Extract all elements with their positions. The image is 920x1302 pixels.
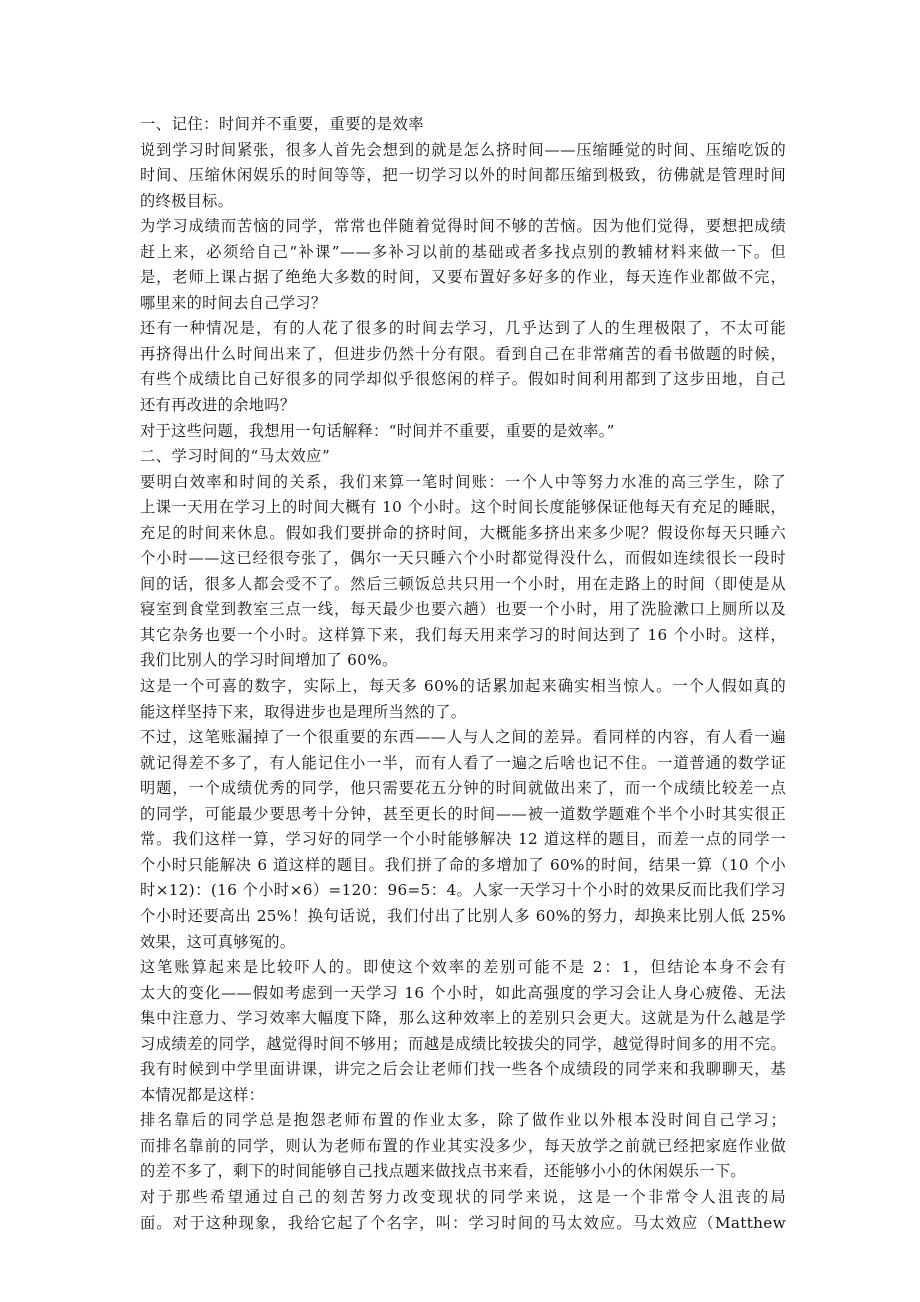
text-line: 充足的时间来休息。假如我们要拼命的挤时间，大概能多挤出来多少呢？假设你每天只睡六: [140, 523, 786, 542]
text-line: 时×12)：(16 个小时×6）=120：96=5：4。人家一天学习十个小时的效果反而比我们学习: [140, 881, 786, 900]
text-line: 排名靠后的同学总是抱怨老师布置的作业太多，除了做作业以外根本没时间自己学习；: [140, 1111, 786, 1130]
text-line: 要明白效率和时间的关系，我们来算一笔时间账：一个人中等努力水准的高三学生，除了: [140, 472, 786, 491]
text-line: 哪里来的时间去自己学习？: [140, 293, 327, 312]
text-line: 是，老师上课占据了绝绝大多数的时间，又要布置好多好多的作业，每天连作业都做不完，: [140, 268, 786, 287]
text-line: 个小时还要高出 25%！换句话说，我们付出了比别人多 60%的努力，却换来比别人低 25%: [140, 906, 786, 925]
text-line: 效果，这可真够冤的。: [140, 932, 296, 951]
text-line: 对于那些希望通过自己的刻苦努力改变现状的同学来说，这是一个非常令人沮丧的局: [140, 1187, 786, 1206]
text-line: 我们比别人的学习时间增加了 60%。: [140, 651, 398, 670]
text-line: 还有一种情况是，有的人花了很多的时间去学习，几乎达到了人的生理极限了，不太可能: [140, 319, 786, 338]
text-line: 说到学习时间紧张，很多人首先会想到的就是怎么挤时间——压缩睡觉的时间、压缩吃饭的: [140, 140, 786, 159]
text-line: 还有再改进的余地吗？: [140, 396, 296, 415]
text-line: 习成绩差的同学，越觉得时间不够用；而越是成绩比较拔尖的同学，越觉得时间多的用不完。: [140, 1034, 786, 1053]
text-line: 我有时候到中学里面讲课，讲完之后会让老师们找一些各个成绩段的同学来和我聊聊天，基: [140, 1060, 786, 1079]
text-line: 上课一天用在学习上的时间大概有 10 个小时。这个时间长度能够保证他每天有充足的睡眠，: [140, 498, 786, 517]
text-line: 赶上来，必须给自己“补课”——多补习以前的基础或者多找点别的教辅材料来做一下。但: [140, 242, 786, 261]
text-line: 的终极目标。: [140, 191, 234, 210]
text-line: 常。我们这样一算，学习好的同学一个小时能够解决 12 道这样的题目，而差一点的同学一: [140, 830, 786, 849]
text-line: 的同学，可能最少要思考十分钟，甚至更长的时间——被一道数学题难个半个小时其实很正: [140, 804, 786, 823]
text-line: 而排名靠前的同学，则认为老师布置的作业其实没多少，每天放学之前就已经把家庭作业做: [140, 1136, 786, 1155]
document-body: [140, 112, 786, 1236]
text-line: 这笔账算起来是比较吓人的。即使这个效率的差别可能不是 2：1，但结论本身不会有: [140, 958, 786, 977]
text-line: 就记得差不多了，有人能记住小一半，而有人看了一遍之后啥也记不住。一道普通的数学证: [140, 753, 786, 772]
text-line: 面。对于这种现象，我给它起了个名字，叫：学习时间的马太效应。马太效应（Matthew: [140, 1213, 786, 1232]
text-line: 个小时——这已经很夸张了，偶尔一天只睡六个小时都觉得没什么，而假如连续很长一段时: [140, 549, 786, 568]
text-line: 再挤得出什么时间出来了，但进步仍然十分有限。看到自己在非常痛苦的看书做题的时候，: [140, 344, 786, 363]
text-line: 太大的变化——假如考虑到一天学习 16 个小时，如此高强度的学习会让人身心疲倦、无法: [140, 983, 786, 1002]
text-line: 的差不多了，剩下的时间能够自己找点题来做找点书来看，还能够小小的休闲娱乐一下。: [140, 1162, 746, 1181]
text-line: 集中注意力、学习效率大幅度下降，那么这种效率上的差别只会更大。这就是为什么越是学: [140, 1009, 786, 1028]
text-line: 寝室到食堂到教室三点一线，每天最少也要六趟）也要一个小时，用了洗脸漱口上厕所以及: [140, 600, 786, 619]
text-line: 其它杂务也要一个小时。这样算下来，我们每天用来学习的时间达到了 16 个小时。这样，: [140, 625, 786, 644]
text-line: 个小时只能解决 6 道这样的题目。我们拼了命的多增加了 60%的时间，结果一算（10 个小: [140, 855, 786, 874]
text-line: 明题，一个成绩优秀的同学，他只需要花五分钟的时间就做出来了，而一个成绩比较差一点: [140, 779, 786, 798]
text-line: 有些个成绩比自己好很多的同学却似乎很悠闲的样子。假如时间利用都到了这步田地，自己: [140, 370, 786, 389]
text-line: 时间、压缩休闲娱乐的时间等等，把一切学习以外的时间都压缩到极致，彷佛就是管理时间: [140, 166, 786, 185]
section-heading: 一、记住：时间并不重要，重要的是效率: [140, 115, 425, 133]
text-line: 本情况都是这样：: [140, 1085, 265, 1104]
section-heading: 二、学习时间的“马太效应”: [140, 447, 331, 466]
text-line: 这是一个可喜的数字，实际上，每天多 60%的话累加起来确实相当惊人。一个人假如真的: [140, 677, 786, 696]
text-line: 能这样坚持下来，取得进步也是理所当然的了。: [140, 702, 467, 721]
text-line: 对于这些问题，我想用一句话解释：“时间并不重要，重要的是效率。”: [140, 421, 615, 440]
text-line: 为学习成绩而苦恼的同学，常常也伴随着觉得时间不够的苦恼。因为他们觉得，要想把成绩: [140, 217, 786, 236]
text-line: 间的话，很多人都会受不了。然后三顿饭总共只用一个小时，用在走路上的时间（即使是从: [140, 574, 786, 593]
text-line: 不过，这笔账漏掉了一个很重要的东西——人与人之间的差异。看同样的内容，有人看一遍: [140, 728, 786, 747]
